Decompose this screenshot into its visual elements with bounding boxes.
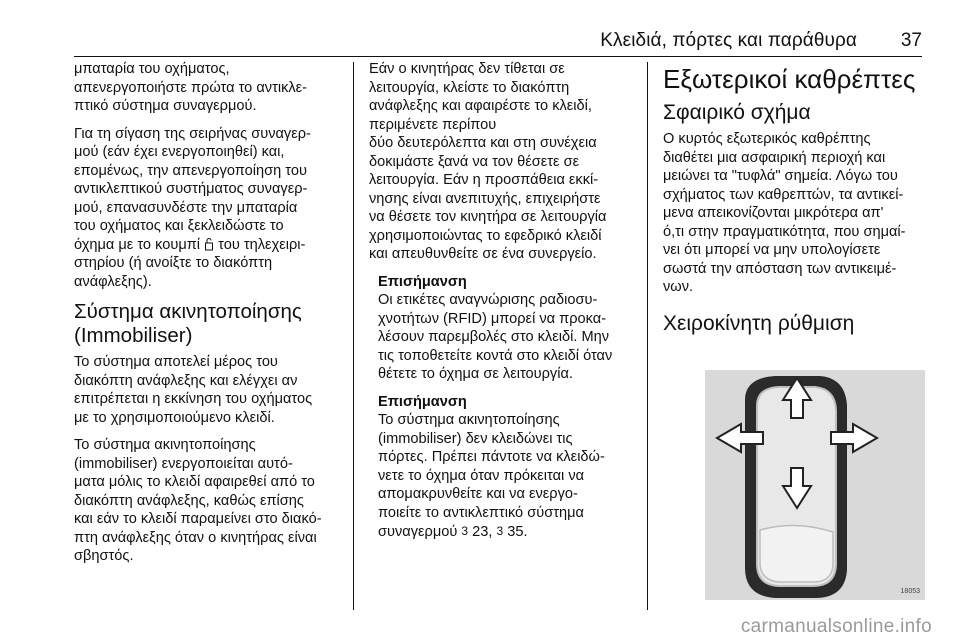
text-line: Το σύστημα ακινητοποίησης [378,412,560,428]
chapter-title: Κλειδιά, πόρτες και παράθυρα [600,30,857,51]
text-line: και απευθυνθείτε σε ένα συνεργείο. [369,246,597,262]
text-line: πτικό σύστημα συναγερμού. [74,98,257,114]
column-divider-1 [353,62,354,610]
text-line: ματα μόλις το κλειδί αφαιρεθεί από το [74,474,315,490]
text-line: ανάφλεξης). [74,273,152,290]
page-header [0,0,960,62]
text-fragment: όχημα με το κουμπί [74,236,201,253]
watermark: carmanualsonline.info [740,616,932,637]
text-line [74,236,346,255]
note-block [378,393,641,542]
text-line: χνοτήτων (RFID) μπορεί να προκα‐ [378,310,607,327]
column-2 [369,60,641,551]
text-line: νετε το όχημα όταν πρόκειται να [378,467,585,484]
text-line: πόρτες. Πρέπει πάντοτε να κλειδώ‐ [378,449,605,465]
paragraph [74,353,346,427]
text-line: πτη ανάφλεξης όταν ο κινητήρας είναι [74,529,317,546]
page-ref-arrow-icon: 3 [461,524,469,538]
text-line: με το χρησιμοποιούμενο κλειδί. [74,409,275,426]
text-line: θέτετε το όχημα σε λειτουργία. [378,366,573,382]
text-line: Ο κυρτός εξωτερικός καθρέπτης [663,131,871,147]
mirror-aspheric-section [760,525,833,582]
text-line: Οι ετικέτες αναγνώρισης ραδιοσυ‐ [378,292,598,308]
section-heading [74,300,346,348]
text-line: Το σύστημα ακινητοποίησης [74,437,256,453]
paragraph [74,125,346,292]
text-line: νησης είναι ανεπιτυχής, επιχειρήστε [369,190,601,207]
column-3 [663,60,933,341]
paragraph [663,130,933,297]
text-line: δοκιμάστε ξανά να τον θέσετε σε [369,153,580,170]
text-line: σωστά την απόσταση των αντικειμέ‐ [663,260,897,277]
unlock-key-icon [204,237,214,251]
subsection-heading: Σφαιρικό σχήμα [663,101,811,124]
paragraph [74,436,346,566]
note-block [378,273,641,384]
figure-code: 18053 [900,588,920,595]
column-divider-2 [647,62,648,610]
text-line: μειώνει τα "τυφλά" σημεία. Λόγω του [663,168,898,184]
page-ref-link[interactable]: 35 [507,524,524,540]
text-fragment: του τηλεχειρι‐ [218,236,306,253]
text-line: διαθέτει μια ασφαιρική περιοχή και [663,149,886,166]
text-line: δύο δευτερόλεπτα και στη συνέχεια [369,135,597,151]
text-line: σβηστός. [74,548,134,564]
text-line: μενα απεικονίζονται μικρότερα απ' [663,205,884,221]
page-ref-link[interactable]: 23 [472,524,489,540]
page-ref-arrow-icon: 3 [496,524,504,538]
note-title: Επισήμανση [378,393,467,410]
text-line: αντικλεπτικού συστήματος συναγερ‐ [74,181,308,197]
text-line: μού, επανασυνδέστε την μπαταρία [74,199,298,216]
text-line: νει ότι μπορεί να μην υπολογίσετε [663,242,881,258]
text-line: μού (εάν έχει ενεργοποιηθεί) και, [74,144,285,160]
text-line: να θέσετε τον κινητήρα σε λειτουργία [369,209,607,225]
text-line: σχήματος των καθρεπτών, τα αντικεί‐ [663,186,904,203]
text-line: απενεργοποιήστε πρώτα το αντικλε‐ [74,79,308,96]
heading-line: Σύστημα ακινητοποίησης [74,300,302,323]
text-line: επομένως, την απενεργοποίηση του [74,162,307,179]
text-line: διακόπτη ανάφλεξης και ελέγχει αν [74,372,298,389]
text-line: περιμένετε περίπου [369,116,497,133]
page-number: 37 [900,30,922,51]
mirror-illustration [705,370,925,600]
text-line: απομακρυνθείτε και να ενεργο‐ [378,486,578,502]
text-line: Για τη σίγαση της σειρήνας συναγερ‐ [74,125,311,142]
text-line: του οχήματος και ξεκλειδώστε το [74,218,284,234]
section-heading: Εξωτερικοί καθρέπτες [663,64,916,94]
text-line: ανάφλεξης και αφαιρέστε το κλειδί, [369,98,592,114]
header-rule [74,56,922,57]
text-line: Εάν ο κινητήρας δεν τίθεται σε [369,61,565,77]
paragraph [369,60,641,264]
text-line: Το σύστημα αποτελεί μέρος του [74,354,278,370]
text-line: μπαταρία του οχήματος, [74,61,230,77]
text-line: λειτουργία. Εάν η προσπάθεια εκκί‐ [369,172,599,188]
text-line: λειτουργία, κλείστε το διακόπτη [369,79,570,96]
paragraph [74,60,346,116]
text-line: και εάν το κλειδί παραμείνει στο διακό‐ [74,511,322,527]
text-line: ποιείτε το αντικλεπτικό σύστημα [378,504,584,521]
text-line: νων. [663,279,694,295]
text-line: (immobiliser) δεν κλειδώνει τις [378,430,573,447]
text-line: ό,τι στην πραγματικότητα, που σημαί‐ [663,223,906,240]
mirror-adjustment-figure [705,370,925,600]
heading-line: (Immobiliser) [74,324,193,347]
text-line: διακόπτη ανάφλεξης, καθώς επίσης [74,492,304,509]
text-fragment: συναγερμού [378,524,458,540]
text-line: χρησιμοποιώντας το εφεδρικό κλειδί [369,227,602,244]
text-line: επιτρέπεται η εκκίνηση του οχήματος [74,391,313,407]
column-1 [74,60,346,575]
note-title: Επισήμανση [378,273,467,290]
text-line: τις τοποθετείτε κοντά στο κλειδί όταν [378,347,613,364]
text-line: συναγερμού 3 23, 3 35. [378,524,528,540]
text-line: στηρίου (ή ανοίξτε το διακόπτη [74,255,273,271]
subsection-heading: Χειροκίνητη ρύθμιση [663,311,855,335]
text-line: λέσουν παρεμβολές στο κλειδί. Μην [378,329,610,345]
text-line: (immobiliser) ενεργοποιείται αυτό‐ [74,455,293,472]
